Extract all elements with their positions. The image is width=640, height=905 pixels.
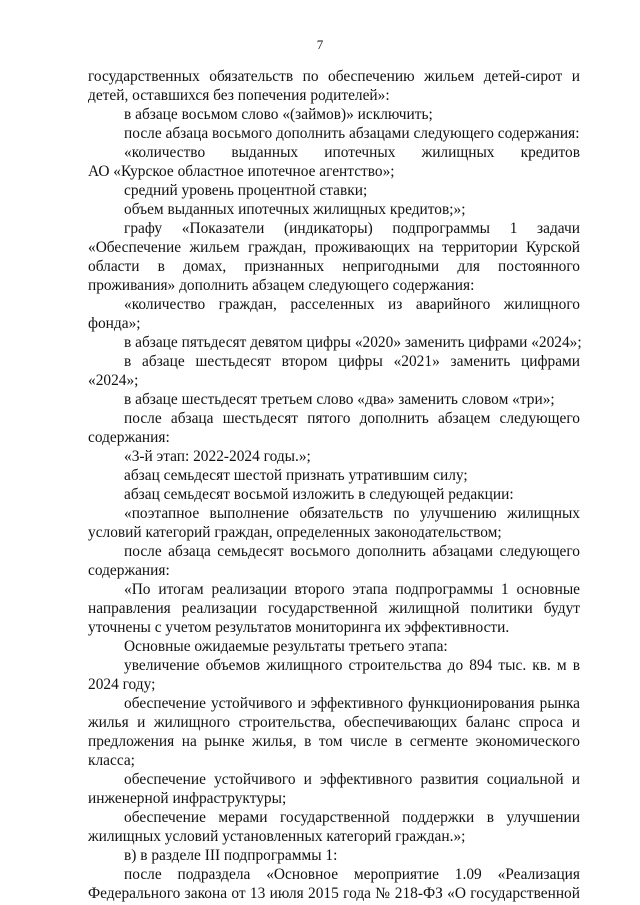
text-line: 2024 году; — [88, 676, 156, 693]
text-line: абзац семьдесят шестой признать утратившим силу; — [124, 467, 468, 484]
text-line: в абзаце восьмом слово «(займов)» исключить; — [124, 106, 433, 123]
document-body — [88, 67, 580, 903]
text-line: предложения на рынке жилья, в том числе в сегменте экономического — [88, 733, 580, 750]
text-line: класса; — [88, 752, 135, 769]
text-line: после подраздела «Основное мероприятие 1.09 «Реализация — [124, 866, 580, 883]
text-line: Основные ожидаемые результаты третьего этапа: — [124, 638, 448, 655]
page-number: 7 — [316, 37, 324, 52]
text-line: объем выданных ипотечных жилищных кредитов;»; — [124, 201, 466, 218]
text-line: «3-й этап: 2022-2024 годы.»; — [124, 448, 311, 465]
text-line: обеспечение устойчивого и эффективного развития социальной и — [124, 771, 580, 788]
text-line: после абзаца семьдесят восьмого дополнить абзацами следующего — [124, 543, 580, 560]
text-line: «Обеспечение жильем граждан, проживающих на территории Курской — [88, 239, 580, 256]
text-line: «количество граждан, расселенных из аварийного жилищного — [124, 296, 580, 313]
text-line: государственных обязательств по обеспечению жильем детей-сирот и — [88, 68, 580, 85]
text-line: в абзаце пятьдесят девятом цифры «2020» заменить цифрами «2024»; — [124, 334, 582, 351]
text-line: «2024»; — [88, 372, 139, 389]
text-line: проживания» дополнить абзацем следующего содержания: — [88, 277, 475, 294]
text-line: инженерной инфраструктуры; — [88, 790, 287, 807]
text-line: «поэтапное выполнение обязательств по улучшению жилищных — [124, 505, 580, 522]
text-line: детей, оставшихся без попечения родителей»: — [88, 87, 390, 104]
text-line: АО «Курское областное ипотечное агентство»; — [88, 163, 395, 180]
text-line: условий категорий граждан, определенных законодательством; — [88, 524, 502, 541]
text-line: направления реализации государственной жилищной политики будут — [88, 600, 580, 617]
text-line: «По итогам реализации второго этапа подпрограммы 1 основные — [124, 581, 580, 598]
text-line: жилищных условий установленных категорий граждан.»; — [88, 828, 466, 845]
text-line: в) в разделе III подпрограммы 1: — [124, 847, 338, 864]
text-line: после абзаца восьмого дополнить абзацами следующего содержания: — [124, 125, 580, 142]
text-line: содержания: — [88, 562, 170, 579]
text-line: графу «Показатели (индикаторы) подпрограммы 1 задачи — [124, 220, 580, 237]
text-line: уточнены с учетом результатов мониторинга их эффективности. — [88, 619, 510, 636]
text-line: в абзаце шестьдесят втором цифры «2021» заменить цифрами — [124, 353, 580, 370]
text-line: увеличение объемов жилищного строительства до 894 тыс. кв. м в — [124, 657, 580, 674]
text-line: Федерального закона от 13 июля 2015 года № 218-ФЗ «О государственной — [88, 885, 580, 902]
text-line: содержания: — [88, 429, 170, 446]
text-line: обеспечение мерами государственной поддержки в улучшении — [124, 809, 580, 826]
text-line: после абзаца шестьдесят пятого дополнить абзацем следующего — [124, 410, 580, 427]
text-line: жилья и жилищного строительства, обеспечивающих баланс спроса и — [88, 714, 580, 731]
text-line: фонда»; — [88, 315, 141, 332]
text-line: области в домах, признанных непригодными для постоянного — [88, 258, 580, 275]
text-line: средний уровень процентной ставки; — [124, 182, 368, 199]
text-line: абзац семьдесят восьмой изложить в следующей редакции: — [124, 486, 514, 503]
text-line: «количество выданных ипотечных жилищных кредитов — [124, 144, 580, 161]
text-line: обеспечение устойчивого и эффективного функционирования рынка — [124, 695, 580, 712]
text-line: в абзаце шестьдесят третьем слово «два» заменить словом «три»; — [124, 391, 555, 408]
